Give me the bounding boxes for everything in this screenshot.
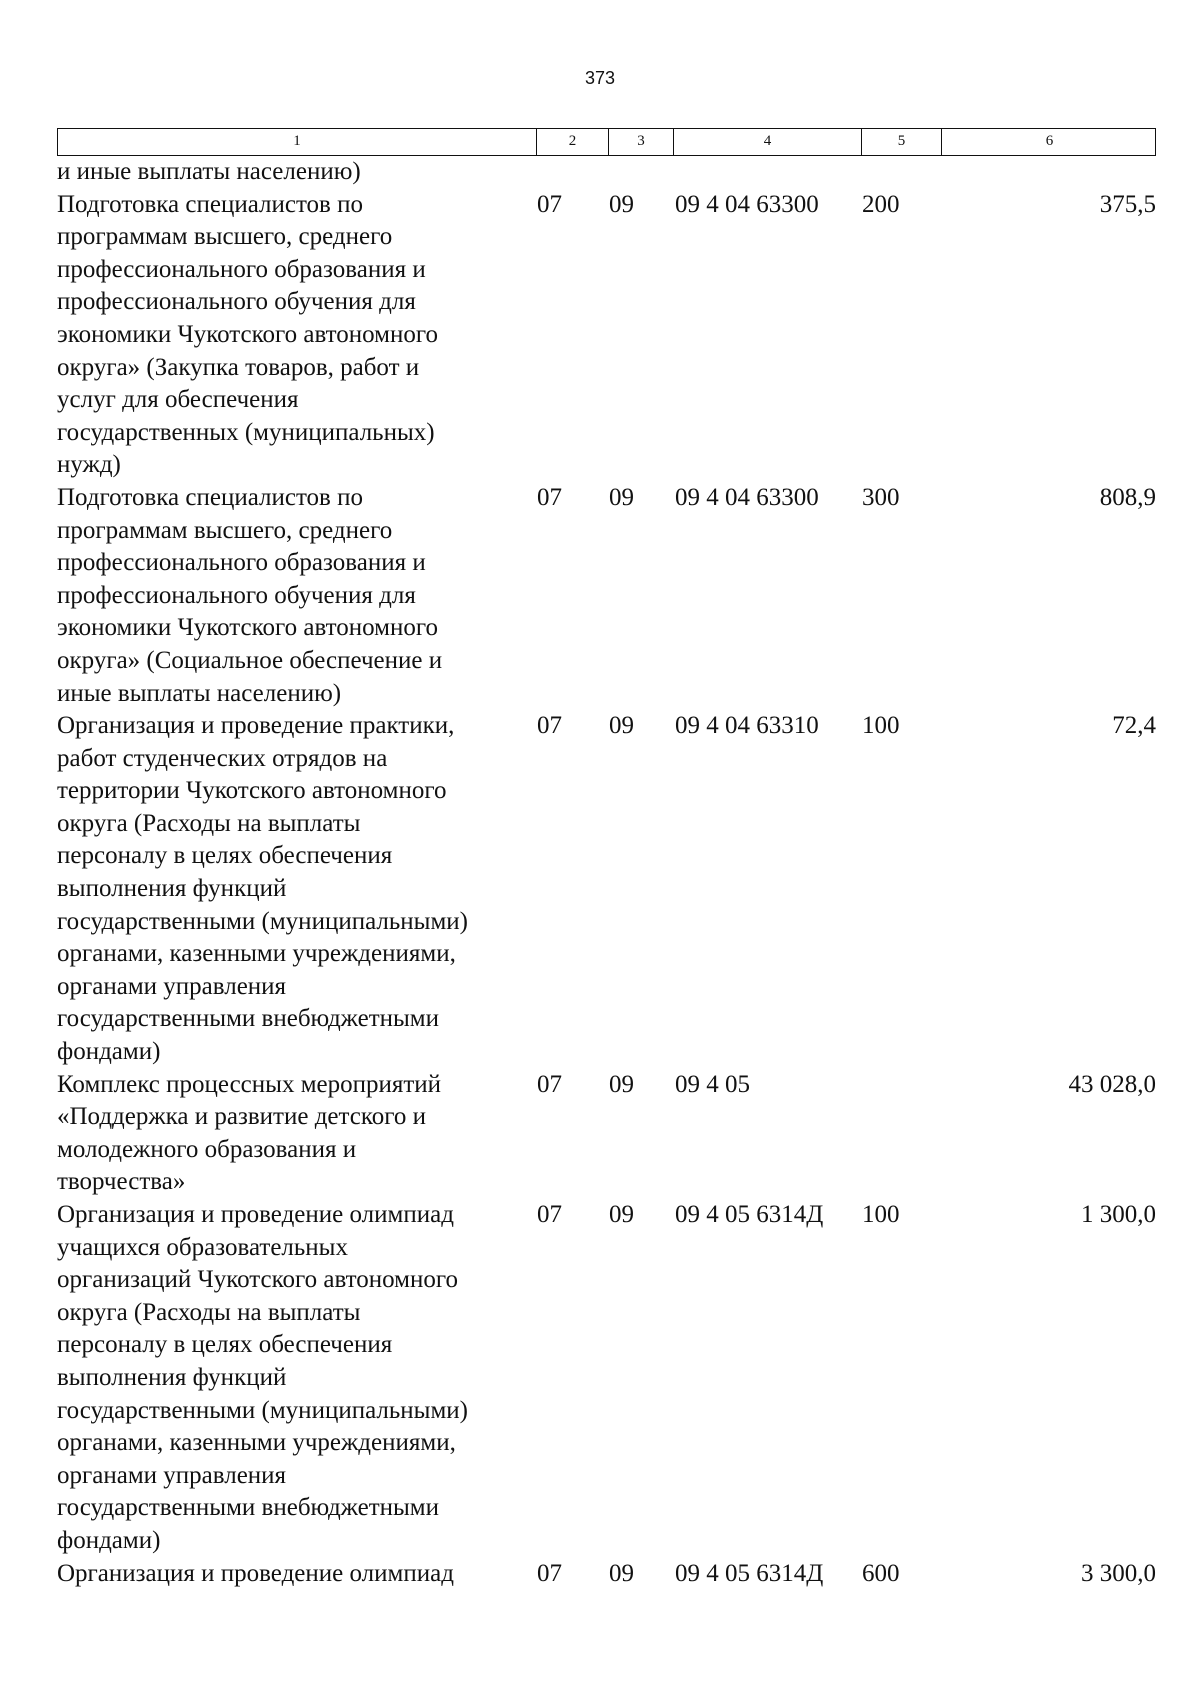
row-expense-type: 600 (862, 1559, 900, 1587)
row-subsection: 09 (609, 1201, 634, 1228)
row-section: 07 (537, 1070, 562, 1098)
row-expense-type: 100 (862, 1201, 900, 1228)
row-description: Комплекс процессных мероприятий «Поддержка и развитие детского и молодежного образования и творчества» (57, 1070, 442, 1196)
row-subsection: 09 (609, 190, 634, 218)
table-row (57, 710, 1156, 1069)
row-section: 07 (537, 190, 562, 218)
row-description: Организация и проведение олимпиад учащихся образовательных организаций Чукотского автономного округа (Расходы на выплаты персоналу в целях обеспечения выполнения функций государственными (муниципальными) органами, казенными учреждениями, органами управления государственными внебюджетными фондами) (57, 1201, 468, 1554)
row-target-article: 09 4 04 63300 (675, 190, 819, 218)
row-target-article: 09 4 05 6314Д (675, 1559, 824, 1587)
row-description: и иные выплаты населению) (57, 158, 361, 185)
column-header-4: 4 (673, 129, 861, 155)
row-description: Подготовка специалистов по программам высшего, среднего профессионального образования и профессионального обучения для экономики Чукотского автономного округа» (Закупка товаров, работ и услуг для обеспечения государственных (муниципальных) нужд) (57, 190, 438, 479)
row-amount: 375,5 (1099, 190, 1156, 218)
row-expense-type: 300 (862, 483, 900, 511)
row-subsection: 09 (609, 1559, 634, 1587)
column-header-5: 5 (861, 129, 941, 155)
page-number: 373 (584, 68, 616, 88)
row-amount: 1 300,0 (1081, 1201, 1156, 1228)
row-section: 07 (537, 483, 562, 511)
table-row (57, 1069, 1156, 1199)
row-section: 07 (537, 712, 562, 740)
row-expense-type: 100 (862, 712, 900, 740)
column-header-3: 3 (608, 129, 673, 155)
row-target-article: 09 4 04 63310 (675, 712, 819, 740)
column-header-2: 2 (536, 129, 608, 155)
row-section: 07 (537, 1201, 562, 1228)
table-row (57, 1199, 1156, 1558)
table-row (57, 156, 1156, 189)
row-amount: 3 300,0 (1081, 1559, 1156, 1587)
row-section: 07 (537, 1559, 562, 1587)
row-subsection: 09 (609, 1070, 634, 1098)
row-description: Подготовка специалистов по программам высшего, среднего профессионального образования и профессионального обучения для экономики Чукотского автономного округа» (Социальное обеспечение и иные выплаты населению) (57, 483, 443, 707)
row-description: Организация и проведение олимпиад (57, 1559, 454, 1587)
row-amount: 72,4 (1112, 712, 1156, 740)
row-amount: 43 028,0 (1068, 1070, 1156, 1098)
table-header-row (57, 128, 1156, 156)
row-expense-type: 200 (862, 190, 900, 218)
table-row (57, 1558, 1156, 1591)
table-row (57, 189, 1156, 482)
table-row (57, 482, 1156, 710)
column-header-6: 6 (941, 129, 1157, 155)
column-header-1: 1 (293, 133, 301, 149)
row-target-article: 09 4 04 63300 (675, 483, 819, 511)
table-body (57, 156, 1156, 1590)
row-description: Организация и проведение практики, работ студенческих отрядов на территории Чукотского автономного округа (Расходы на выплаты персоналу в целях обеспечения выполнения функций государственными (муниципальными) органами, казенными учреждениями, органами управления государственными внебюджетными фондами) (57, 712, 468, 1066)
row-subsection: 09 (609, 712, 634, 740)
row-amount: 808,9 (1099, 483, 1156, 511)
row-target-article: 09 4 05 (675, 1070, 750, 1098)
row-target-article: 09 4 05 6314Д (675, 1201, 824, 1228)
row-subsection: 09 (609, 483, 634, 511)
budget-table (57, 128, 1156, 1590)
